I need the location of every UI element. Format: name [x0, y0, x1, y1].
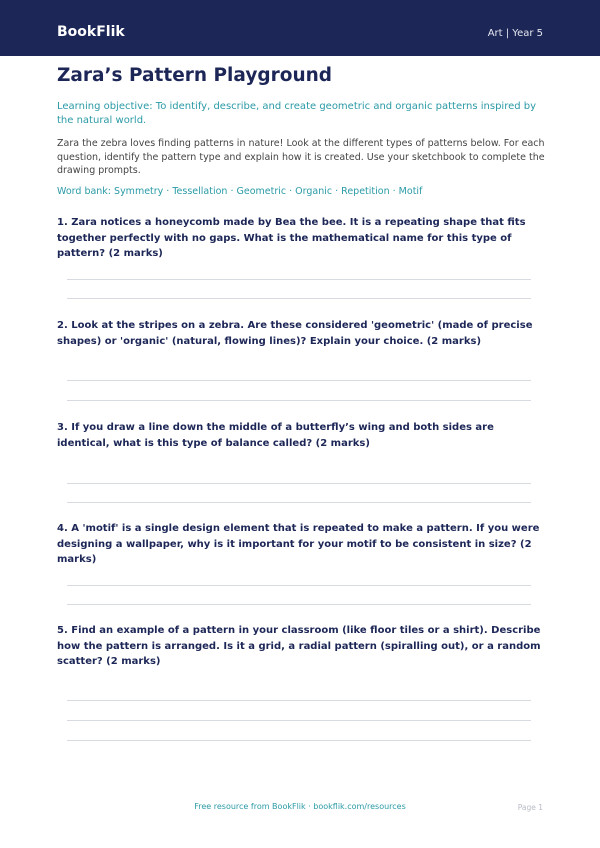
- learning-objective: Learning objective: To identify, describe, and create geometric and organic patterns inspired by the natural world.: [57, 101, 537, 126]
- answer-line[interactable]: [67, 720, 531, 721]
- question-3: 3. If you draw a line down the middle of a butterfly’s wing and both sides are identical, what is this type of balance called? (2 marks): [57, 422, 494, 449]
- page-number: Page 1: [517, 803, 543, 812]
- answer-line[interactable]: [67, 298, 531, 299]
- answer-line[interactable]: [67, 380, 531, 381]
- brand-logo-text[interactable]: BookFlik: [57, 24, 125, 40]
- answer-line[interactable]: [67, 740, 531, 741]
- header-bar: [0, 0, 600, 56]
- answer-line[interactable]: [67, 483, 531, 484]
- question-1: 1. Zara notices a honeycomb made by Bea the bee. It is a repeating shape that fits together perfectly with no gaps. What is the mathematical name for this type of pattern? (2 marks): [57, 217, 526, 259]
- question-2: 2. Look at the stripes on a zebra. Are these considered 'geometric' (made of precise shapes) or 'organic' (natural, flowing lines)? Explain your choice. (2 marks): [57, 320, 533, 347]
- intro-paragraph: Zara the zebra loves finding patterns in nature! Look at the different types of patterns below. For each question, identify the pattern type and explain how it is created. Use your sketchbook to complete the drawing prompts.: [57, 138, 545, 176]
- footer-link[interactable]: Free resource from BookFlik · bookflik.com/resources: [194, 802, 406, 811]
- question-4: 4. A 'motif' is a single design element that is repeated to make a pattern. If you were designing a wallpaper, why is it important for your motif to be consistent in size? (2 marks): [57, 523, 540, 565]
- answer-line[interactable]: [67, 700, 531, 701]
- subject-year-label: Art | Year 5: [487, 28, 543, 39]
- question-5: 5. Find an example of a pattern in your classroom (like floor tiles or a shirt). Describe how the pattern is arranged. Is it a grid, a radial pattern (spiralling out), or a random scatter? (2 marks): [57, 625, 541, 667]
- answer-line[interactable]: [67, 585, 531, 586]
- answer-line[interactable]: [67, 502, 531, 503]
- page-title: Zara’s Pattern Playground: [57, 65, 333, 86]
- word-bank: Word bank: Symmetry · Tessellation · Geometric · Organic · Repetition · Motif: [57, 186, 423, 197]
- answer-line[interactable]: [67, 400, 531, 401]
- answer-line[interactable]: [67, 279, 531, 280]
- answer-line[interactable]: [67, 604, 531, 605]
